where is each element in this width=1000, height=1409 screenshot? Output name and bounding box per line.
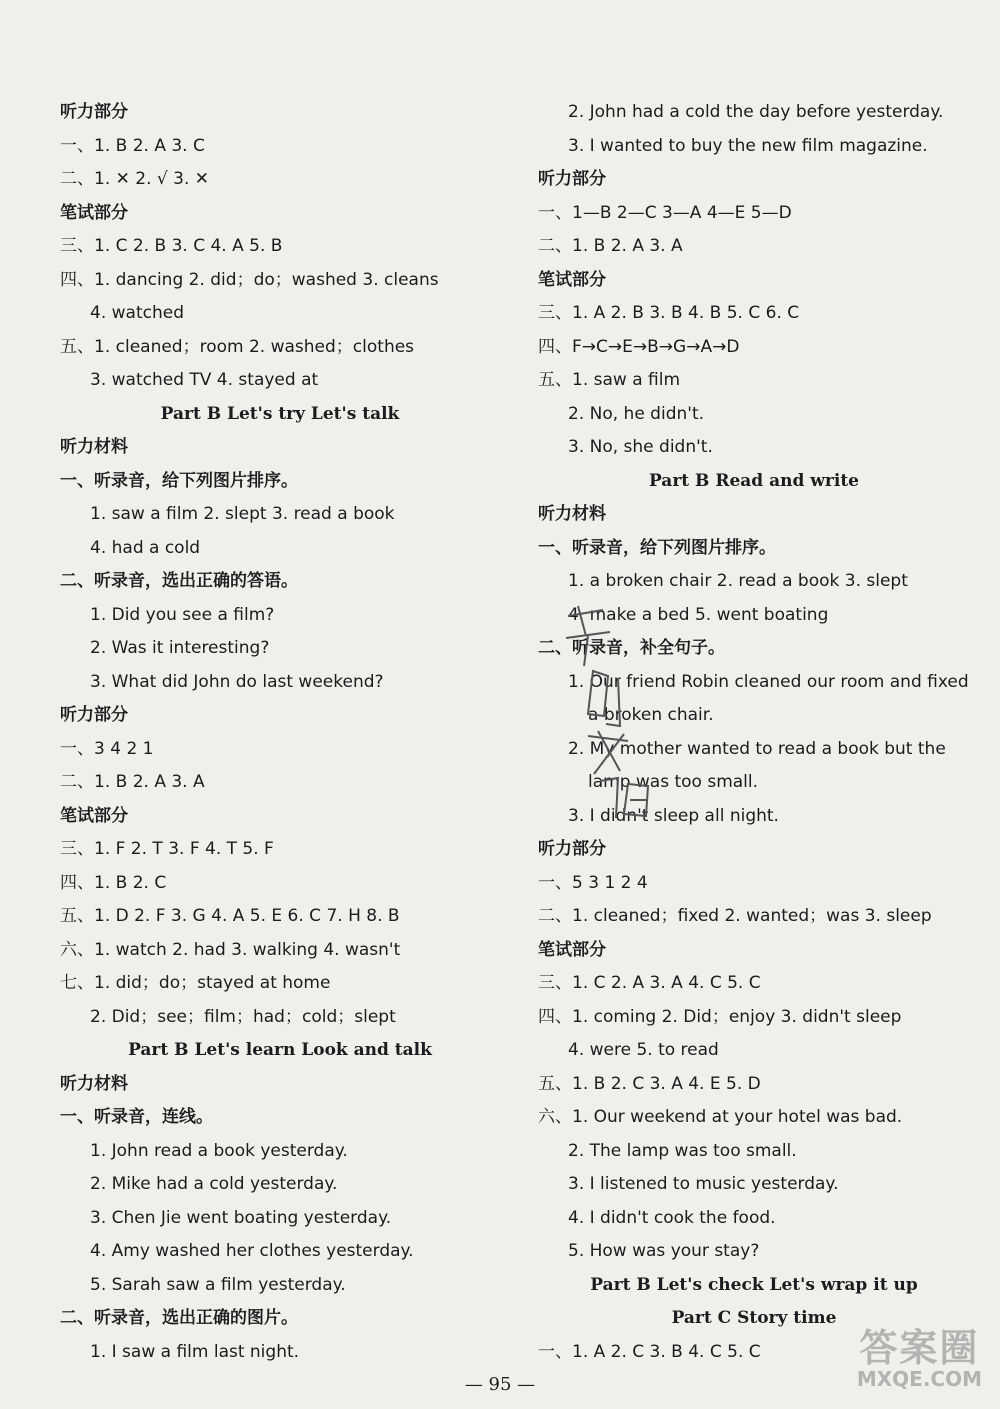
section-heading: Part B Read and write [648,470,860,491]
left-column [60,96,500,1369]
section-heading: Part B Let's try Let's talk [160,403,400,424]
answer-line: 四、1. coming 2. Did；enjoy 3. didn't sleep [538,1006,902,1027]
section-label: 一、听录音，连线。 [60,1107,213,1127]
answer-line: 3. No, she didn't. [568,437,713,457]
section-label: 听力部分 [60,705,128,725]
answer-line: 2. Was it interesting? [90,638,270,658]
section-label: 笔试部分 [538,269,606,290]
watermark-url: MXQE.COM [856,1367,982,1391]
answer-line: 1. John read a book yesterday. [90,1140,348,1161]
answer-line: 五、1. B 2. C 3. A 4. E 5. D [538,1073,761,1094]
answer-line: 2. No, he didn't. [568,403,705,424]
section-heading: Part B Let's learn Look and talk [128,1040,432,1060]
answer-line: a broken chair. [588,705,714,725]
section-heading: Part B Let's check Let's wrap it up [590,1274,918,1295]
answer-line: 一、1. A 2. C 3. B 4. C 5. C [538,1341,761,1362]
answer-line: 2. The lamp was too small. [568,1140,797,1161]
answer-line: 三、1. C 2. B 3. C 4. A 5. B [60,236,283,256]
answer-line: 3. I listened to music yesterday. [568,1174,839,1194]
answer-line: 二、1. B 2. A 3. A [60,772,205,792]
section-label: 二、听录音，选出正确的答语。 [60,571,298,591]
section-label: 二、听录音，选出正确的图片。 [60,1308,298,1328]
answer-line: 五、1. saw a film [538,370,681,390]
page-number: — 95 — [464,1374,536,1395]
watermark-logo [857,1328,982,1390]
answer-line: 1. saw a film 2. slept 3. read a book [90,504,395,524]
answer-line: 3. Chen Jie went boating yesterday. [90,1207,392,1228]
answer-line: 一、1. B 2. A 3. C [60,135,205,156]
answer-line: 一、5 3 1 2 4 [538,872,648,893]
section-label: 听力部分 [538,169,606,189]
answer-line: 1. Did you see a film? [90,604,275,625]
section-label: 听力材料 [60,1073,128,1094]
right-column [538,96,970,1369]
answer-line: 4. make a bed 5. went boating [568,604,829,625]
answer-line: 三、1. C 2. A 3. A 4. C 5. C [538,973,761,993]
answer-line: 5. How was your stay? [568,1241,760,1261]
watermark-text: 答案圈 [859,1326,980,1370]
answer-line: 2. My mother wanted to read a book but the [568,738,946,759]
section-label: 听力材料 [538,504,606,524]
answer-line: 四、F→C→E→B→G→A→D [538,336,740,357]
answer-line: 3. I didn't sleep all night. [568,805,779,826]
answer-line: 4. watched [90,303,184,323]
section-label: 听力部分 [60,102,128,122]
answer-line: 一、1—B 2—C 3—A 4—E 5—D [538,202,792,223]
answer-line: 六、1. Our weekend at your hotel was bad. [538,1107,903,1127]
answer-line: 4. I didn't cook the food. [568,1207,776,1228]
answer-line: lamp was too small. [588,772,759,792]
answer-line: 2. Did；see；film；had；cold；slept [90,1006,396,1027]
answer-line: 4. Amy washed her clothes yesterday. [90,1241,414,1261]
answer-line: 一、3 4 2 1 [60,738,154,759]
answer-line: 5. Sarah saw a film yesterday. [90,1274,346,1295]
answer-line: 四、1. dancing 2. did；do；washed 3. cleans [60,269,439,290]
answer-line: 1. Our friend Robin cleaned our room and fixed [568,671,969,692]
answer-line: 二、1. ✕ 2. √ 3. ✕ [60,169,209,189]
section-label: 笔试部分 [538,939,606,960]
answer-line: 四、1. B 2. C [60,872,167,893]
answer-line: 3. I wanted to buy the new film magazine. [568,135,928,156]
answer-line: 1. a broken chair 2. read a book 3. slept [568,571,908,591]
answer-line: 六、1. watch 2. had 3. walking 4. wasn't [60,939,401,960]
section-label: 一、听录音，给下列图片排序。 [60,470,298,491]
section-heading: Part C Story time [671,1308,837,1328]
section-label: 笔试部分 [60,202,128,223]
answer-line: 3. watched TV 4. stayed at [90,370,319,390]
answer-line: 三、1. A 2. B 3. B 4. B 5. C 6. C [538,303,800,323]
answer-line: 4. were 5. to read [568,1040,719,1060]
answer-line: 五、1. D 2. F 3. G 4. A 5. E 6. C 7. H 8. B [60,906,400,926]
answer-line: 4. had a cold [90,537,201,558]
section-label: 一、听录音，给下列图片排序。 [538,537,776,558]
section-label: 听力材料 [60,437,128,457]
answer-line: 2. Mike had a cold yesterday. [90,1174,338,1194]
section-label: 听力部分 [538,839,606,859]
answer-line: 1. I saw a film last night. [90,1341,300,1362]
answer-line: 五、1. cleaned；room 2. washed；clothes [60,336,415,357]
answer-line: 3. What did John do last weekend? [90,671,384,692]
answer-line: 七、1. did；do；stayed at home [60,973,331,993]
answer-line: 三、1. F 2. T 3. F 4. T 5. F [60,839,274,859]
section-label: 二、听录音，补全句子。 [538,638,725,658]
answer-line: 二、1. B 2. A 3. A [538,236,683,256]
answer-line: 二、1. cleaned；fixed 2. wanted；was 3. sleep [538,906,932,926]
answer-line: 2. John had a cold the day before yesterday. [568,102,944,122]
section-label: 笔试部分 [60,805,128,826]
